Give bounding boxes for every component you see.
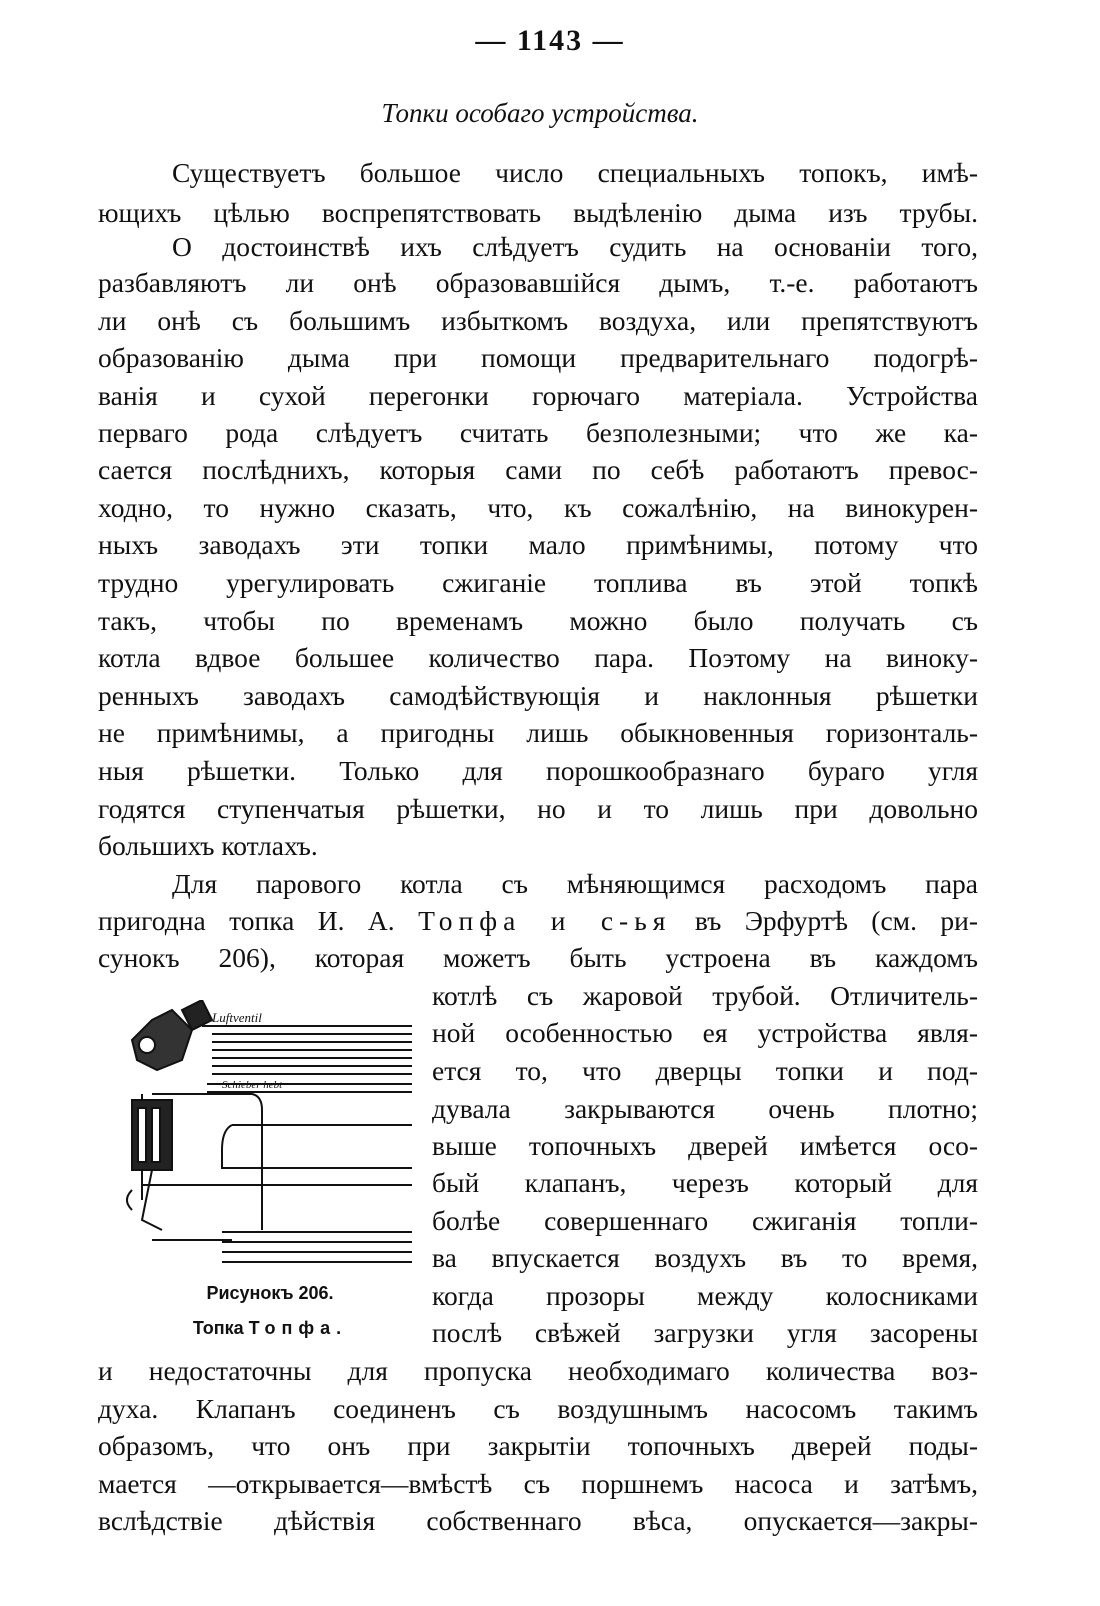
text-line: ва впускается воздухъ въ то время, [432,1242,978,1273]
text-line-with-name [98,904,978,940]
text-line: Для парового котла съ мѣняющимся расходомъ пара [172,868,978,899]
text-line: не примѣнимы, а пригодны лишь обыкновенныя горизонталь- [98,717,978,748]
section-title: Топки особаго устройства. [381,98,699,128]
figure-title-name: Топфа. [248,1318,348,1338]
text-line: годятся ступенчатыя рѣшетки, но и то лишь при довольно [98,793,978,824]
text-line: сается послѣднихъ, которыя сами по себѣ работаютъ превос- [98,454,978,485]
text-line: ныхъ заводахъ эти топки мало примѣнимы, потому что [98,529,978,560]
text-line: сунокъ 206), которая можетъ быть устроена въ каждомъ [98,942,978,973]
text-line: разбавляютъ ли онѣ образовавшійся дымъ, т.-е. работаютъ [98,267,978,298]
text-line: ется то, что дверцы топки и под- [432,1055,978,1086]
text-line: ной особенностью ея устройства явля- [432,1017,978,1048]
text-fragment: пригодна топка И. А. [98,905,395,936]
figure-number: Рисунокъ 206. [206,1283,334,1303]
text-line: бый клапанъ, черезъ который для [432,1167,978,1198]
text-line: котлѣ съ жаровой трубой. Отличитель- [432,980,978,1011]
text-line: О достоинствѣ ихъ слѣдуетъ судить на основаніи того, [172,231,978,262]
figure-title [140,1318,400,1339]
text-line: образомъ, что онъ при закрытіи топочныхъ дверей поды- [98,1430,978,1461]
text-line: выше топочныхъ дверей имѣется осо- [432,1130,978,1161]
figure-206 [112,1000,412,1280]
text-line: вслѣдствіе дѣйствія собственнаго вѣса, опускается—закры- [98,1505,978,1536]
page-number: — 1143 — [475,24,625,57]
text-line: ходно, то нужно сказать, что, къ сожалѣнію, на винокурен- [98,492,978,523]
text-line: духа. Клапанъ соединенъ съ воздушнымъ насосомъ такимъ [98,1393,978,1424]
text-line: большихъ котлахъ. [98,830,318,861]
text-line: котла вдвое большее количество пара. Поэтому на виноку- [98,642,978,673]
text-line: ющихъ цѣлью воспрепятствовать выдѣленію дыма изъ трубы. [98,197,978,228]
figure-title-prefix: Топка [192,1318,244,1338]
company-name: Топфа и с-ья [418,905,672,936]
text-line: трудно урегулировать сжиганіе топлива въ этой топкѣ [98,567,978,598]
text-line: и недостаточны для пропуска необходимаго количества воз- [98,1355,978,1386]
text-line: дувала закрываются очень плотно; [432,1093,978,1124]
text-line: ренныхъ заводахъ самодѣйствующія и наклонныя рѣшетки [98,680,978,711]
figure-label-top: Luftventil [212,1010,262,1025]
text-line: ныя рѣшетки. Только для порошкообразнаго бураго угля [98,755,978,786]
figure-label-mid: Schieber hebt [222,1079,283,1091]
text-line: ли онѣ съ большимъ избыткомъ воздуха, или препятствуютъ [98,305,978,336]
text-line: Существуетъ большое число специальныхъ топокъ, имѣ- [172,157,978,188]
text-fragment: въ Эрфуртѣ (см. ри- [694,905,978,936]
text-line: ванія и сухой перегонки горючаго матеріала. Устройства [98,380,978,411]
text-line: образованію дыма при помощи предварительнаго подогрѣ- [98,342,978,373]
text-line: мается —открывается—вмѣстѣ съ поршнемъ насоса и затѣмъ, [98,1468,978,1499]
text-line: перваго рода слѣдуетъ считать безполезными; что же ка- [98,417,978,448]
text-line: послѣ свѣжей загрузки угля засорены [432,1317,978,1348]
text-line: когда прозоры между колосниками [432,1280,978,1311]
furnace-illustration [112,1000,412,1275]
text-line: такъ, чтобы по временамъ можно было получать съ [98,605,978,636]
text-line: болѣе совершеннаго сжиганія топли- [432,1205,978,1236]
